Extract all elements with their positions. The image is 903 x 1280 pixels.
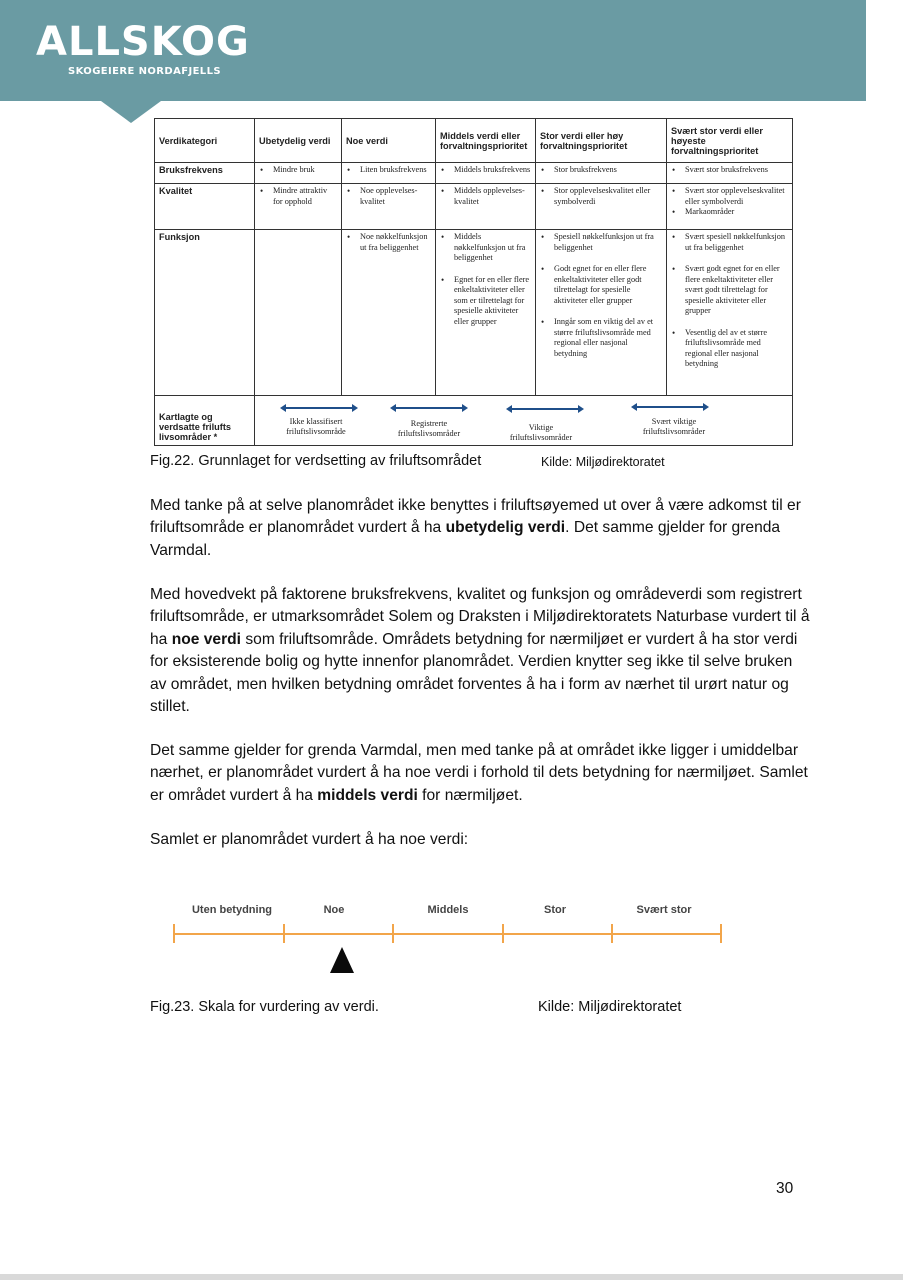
table-bullet: • Egnet for en eller flere enkeltaktiviteter eller som er tilrettelagt for spesielle aktiviteter eller grupper	[454, 275, 531, 328]
scale-label: Middels	[427, 904, 469, 916]
table-header-cell: Svært stor verdi eller høyeste forvaltningsprioritet	[667, 119, 793, 163]
emphasis: middels verdi	[317, 786, 418, 804]
scale-label: Stor	[544, 904, 566, 916]
scale-tick	[611, 924, 613, 943]
table-bullet: • Noe nøkkelfunksjon ut fra beliggenhet	[360, 232, 431, 253]
scale-tick	[502, 924, 504, 943]
row-label: Bruksfrekvens	[155, 163, 255, 184]
scale-tick	[392, 924, 394, 943]
table-bullet: • Svært stor bruksfrekvens	[685, 165, 788, 176]
table-row	[155, 184, 793, 230]
figure-caption: Fig.22. Grunnlaget for verdsetting av friluftsområdet	[150, 453, 482, 469]
table-bullet: • Godt egnet for en eller flere enkeltaktiviteter eller godt tilrettelagt for spesielle aktiviteter eller grupper	[554, 264, 662, 306]
row-label: Kvalitet	[155, 184, 255, 230]
table-header-cell: Ubetydelig verdi	[255, 119, 342, 163]
range-arrow	[395, 407, 463, 409]
table-bullet: • Liten bruksfrekvens	[360, 165, 431, 176]
paragraph: Det samme gjelder for grenda Varmdal, men med tanke på at området ikke ligger i umiddelbar nærhet, er planområdet vurdert å ha noe verdi i forhold til dets betydning for nærmiljøet. Samlet er området vurdert å ha middels verdi for nærmiljøet.	[150, 742, 808, 804]
scale-label: Uten betydning	[191, 904, 273, 916]
header-notch	[101, 101, 161, 123]
table-row	[155, 230, 793, 396]
brand-logo: ALLSKOG	[36, 19, 250, 65]
scale-line	[173, 933, 721, 935]
scale-tick	[720, 924, 722, 943]
range-arrow	[285, 407, 353, 409]
emphasis: noe verdi	[171, 630, 242, 648]
table-bullet: • Mindre attraktiv for opphold	[273, 186, 337, 207]
mapped-area-label: Ikke klassifisert friluftslivsområde	[286, 417, 346, 436]
table-bullet: • Noe opplevelses-kvalitet	[360, 186, 431, 207]
figure-caption: Fig.23. Skala for vurdering av verdi.	[150, 999, 379, 1015]
emphasis: ubetydelig verdi	[445, 519, 566, 537]
mapped-areas-scale	[255, 396, 792, 444]
table-header-cell: Stor verdi eller høy forvaltningsprioritet	[536, 119, 667, 163]
range-arrow	[511, 408, 579, 410]
row-label: Funksjon	[155, 230, 255, 396]
table-bullet: • Svært stor opplevelseskvalitet eller symbolverdi	[685, 186, 788, 207]
table-bullet: • Spesiell nøkkelfunksjon ut fra beliggenhet	[554, 232, 662, 253]
value-basis-table	[154, 118, 793, 446]
table-header-row	[155, 119, 793, 163]
scale-label: Noe	[323, 904, 345, 916]
table-header-cell: Middels verdi eller forvaltningsprioritet	[436, 119, 536, 163]
table-bullet: • Middels opplevelses-kvalitet	[454, 186, 531, 207]
page-bottom-edge	[0, 1274, 903, 1280]
table-bullet: • Svært godt egnet for en eller flere enkeltaktiviteter eller svært godt tilrettelagt for spesielle aktiviteter eller grupper	[685, 264, 788, 317]
page-margin	[866, 0, 903, 1280]
brand-subtitle: SKOGEIERE NORDAFJELLS	[68, 66, 221, 77]
paragraph: Med hovedvekt på faktorene bruksfrekvens, kvalitet og funksjon og områdeverdi som registrert friluftsområde, er utmarksområdet Solem og Draksten i Miljødirektoratets Naturbase vurdert til å ha noe verdi som friluftsområde. Områdets betydning for nærmiljøet er vurdert å ha stor verdi for eksisterende bolig og hytte innenfor planområdet. Verdien knytter seg ikke til selve bruken av området, men hvilken betydning området forventes å ha i form av nærhet til urørt natur og stillet.	[150, 586, 810, 716]
table-bullet: • Middels bruksfrekvens	[454, 165, 531, 176]
range-arrow	[636, 406, 704, 408]
row-label: Kartlagte og verdsatte frilufts livsområder *	[155, 396, 255, 446]
table-bullet: • Markaområder	[685, 207, 788, 218]
table-header-cell: Verdikategori	[155, 119, 255, 163]
figure-source: Kilde: Miljødirektoratet	[538, 999, 682, 1015]
table-row	[155, 163, 793, 184]
mapped-area-label: Svært viktige friluftslivsområder	[642, 417, 706, 436]
scale-tick	[283, 924, 285, 943]
scale-label: Svært stor	[636, 904, 692, 916]
table-row-mapped	[155, 396, 793, 446]
table-bullet: • Vesentlig del av et større friluftslivsområde med regional eller nasjonal betydning	[685, 328, 788, 370]
table-header-cell: Noe verdi	[342, 119, 436, 163]
mapped-area-label: Registrerte friluftslivsområder	[397, 419, 461, 438]
table-bullet: • Stor opplevelseskvalitet eller symbolverdi	[554, 186, 662, 207]
table-bullet: • Svært spesiell nøkkelfunksjon ut fra beliggenhet	[685, 232, 788, 253]
page-number: 30	[776, 1180, 794, 1197]
scale-tick	[173, 924, 175, 943]
figure-source: Kilde: Miljødirektoratet	[541, 455, 665, 469]
table-bullet: • Mindre bruk	[273, 165, 337, 176]
table-bullet: • Stor bruksfrekvens	[554, 165, 662, 176]
table-bullet: • Inngår som en viktig del av et større friluftslivsområde med regional eller nasjonal betydning	[554, 317, 662, 359]
selected-value-marker-icon	[330, 947, 354, 973]
mapped-area-label: Viktige friluftslivsområder	[509, 423, 573, 442]
paragraph: Med tanke på at selve planområdet ikke benyttes i friluftsøyemed ut over å være adkomst til er friluftsområde er planområdet vurdert å ha ubetydelig verdi. Det samme gjelder for grenda Varmdal.	[150, 497, 801, 559]
table-bullet: • Middels nøkkelfunksjon ut fra beliggenhet	[454, 232, 531, 264]
paragraph: Samlet er planområdet vurdert å ha noe verdi:	[150, 831, 469, 848]
header-band	[0, 0, 866, 101]
